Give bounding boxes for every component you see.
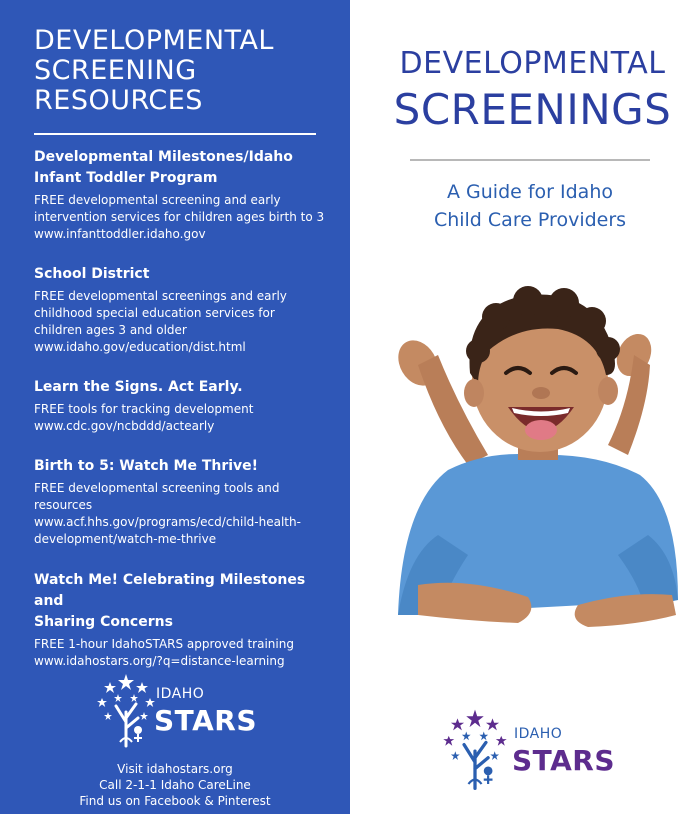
resource-link[interactable]: www.infanttoddler.idaho.gov [34, 227, 206, 241]
resource-heading: School District [34, 266, 150, 282]
resource-heading: Birth to 5: Watch Me Thrive! [34, 458, 259, 474]
cover-subtitle [380, 178, 680, 234]
resource-heading: Infant Toddler Program [34, 170, 218, 186]
idaho-stars-logo-right [440, 706, 640, 792]
resource-item-infant-toddler [34, 147, 330, 243]
cover-subtitle-line-1: A Guide for Idaho [446, 181, 613, 203]
logo-idaho-text: IDAHO [514, 726, 563, 742]
resource-item-watch-me-thrive [34, 456, 330, 548]
resource-description: intervention services for children ages birth to 3 [34, 210, 325, 224]
resource-heading: Watch Me! Celebrating Milestones and [34, 572, 306, 609]
resources-title-line-1: DEVELOPMENTAL [34, 25, 274, 56]
resource-item-school-district [34, 264, 330, 356]
cover-title-line-2: SCREENINGS [393, 85, 672, 134]
resource-description: FREE 1-hour IdahoSTARS approved training [34, 637, 294, 651]
resources-title [34, 26, 334, 116]
resource-link[interactable]: www.cdc.gov/ncbddd/actearly [34, 419, 215, 433]
child-photo [378, 255, 700, 675]
resource-heading: Sharing Concerns [34, 614, 173, 630]
footer-careline: Call 2-1-1 Idaho CareLine [99, 778, 251, 792]
resource-description: FREE developmental screening and early [34, 193, 281, 207]
resource-item-learn-the-signs [34, 377, 330, 435]
cover-title [365, 44, 700, 136]
cover-title-line-1: DEVELOPMENTAL [399, 46, 666, 81]
title-divider [34, 133, 316, 135]
logo-stars-text: STARS [512, 744, 615, 777]
resource-heading: Learn the Signs. Act Early. [34, 379, 243, 395]
resource-link[interactable]: development/watch-me-thrive [34, 532, 217, 546]
resource-description: children ages 3 and older [34, 323, 187, 337]
resource-description: childhood special education services for [34, 306, 275, 320]
tree-stars-logo-icon [440, 706, 510, 792]
resource-description: resources [34, 498, 93, 512]
resource-description: FREE tools for tracking development [34, 402, 254, 416]
resources-title-line-3: RESOURCES [34, 85, 203, 116]
resource-link[interactable]: www.idaho.gov/education/dist.html [34, 340, 246, 354]
resource-item-watch-me-celebrating [34, 570, 330, 670]
idaho-stars-logo-left [94, 672, 274, 748]
contact-footer [0, 761, 350, 809]
footer-website[interactable]: Visit idahostars.org [117, 762, 233, 776]
logo-stars-text: STARS [154, 704, 257, 737]
resource-description: FREE developmental screenings and early [34, 289, 287, 303]
cover-divider [410, 159, 650, 161]
footer-social: Find us on Facebook & Pinterest [79, 794, 271, 808]
resources-title-line-2: SCREENING [34, 55, 197, 86]
resource-heading: Developmental Milestones/Idaho [34, 149, 293, 165]
resource-description: FREE developmental screening tools and [34, 481, 280, 495]
cover-subtitle-line-2: Child Care Providers [433, 209, 627, 231]
resource-link[interactable]: www.idahostars.org/?q=distance-learning [34, 654, 285, 668]
logo-idaho-text: IDAHO [156, 686, 205, 702]
tree-stars-logo-icon [94, 672, 158, 748]
resource-link[interactable]: www.acf.hhs.gov/programs/ecd/child-health- [34, 515, 301, 529]
